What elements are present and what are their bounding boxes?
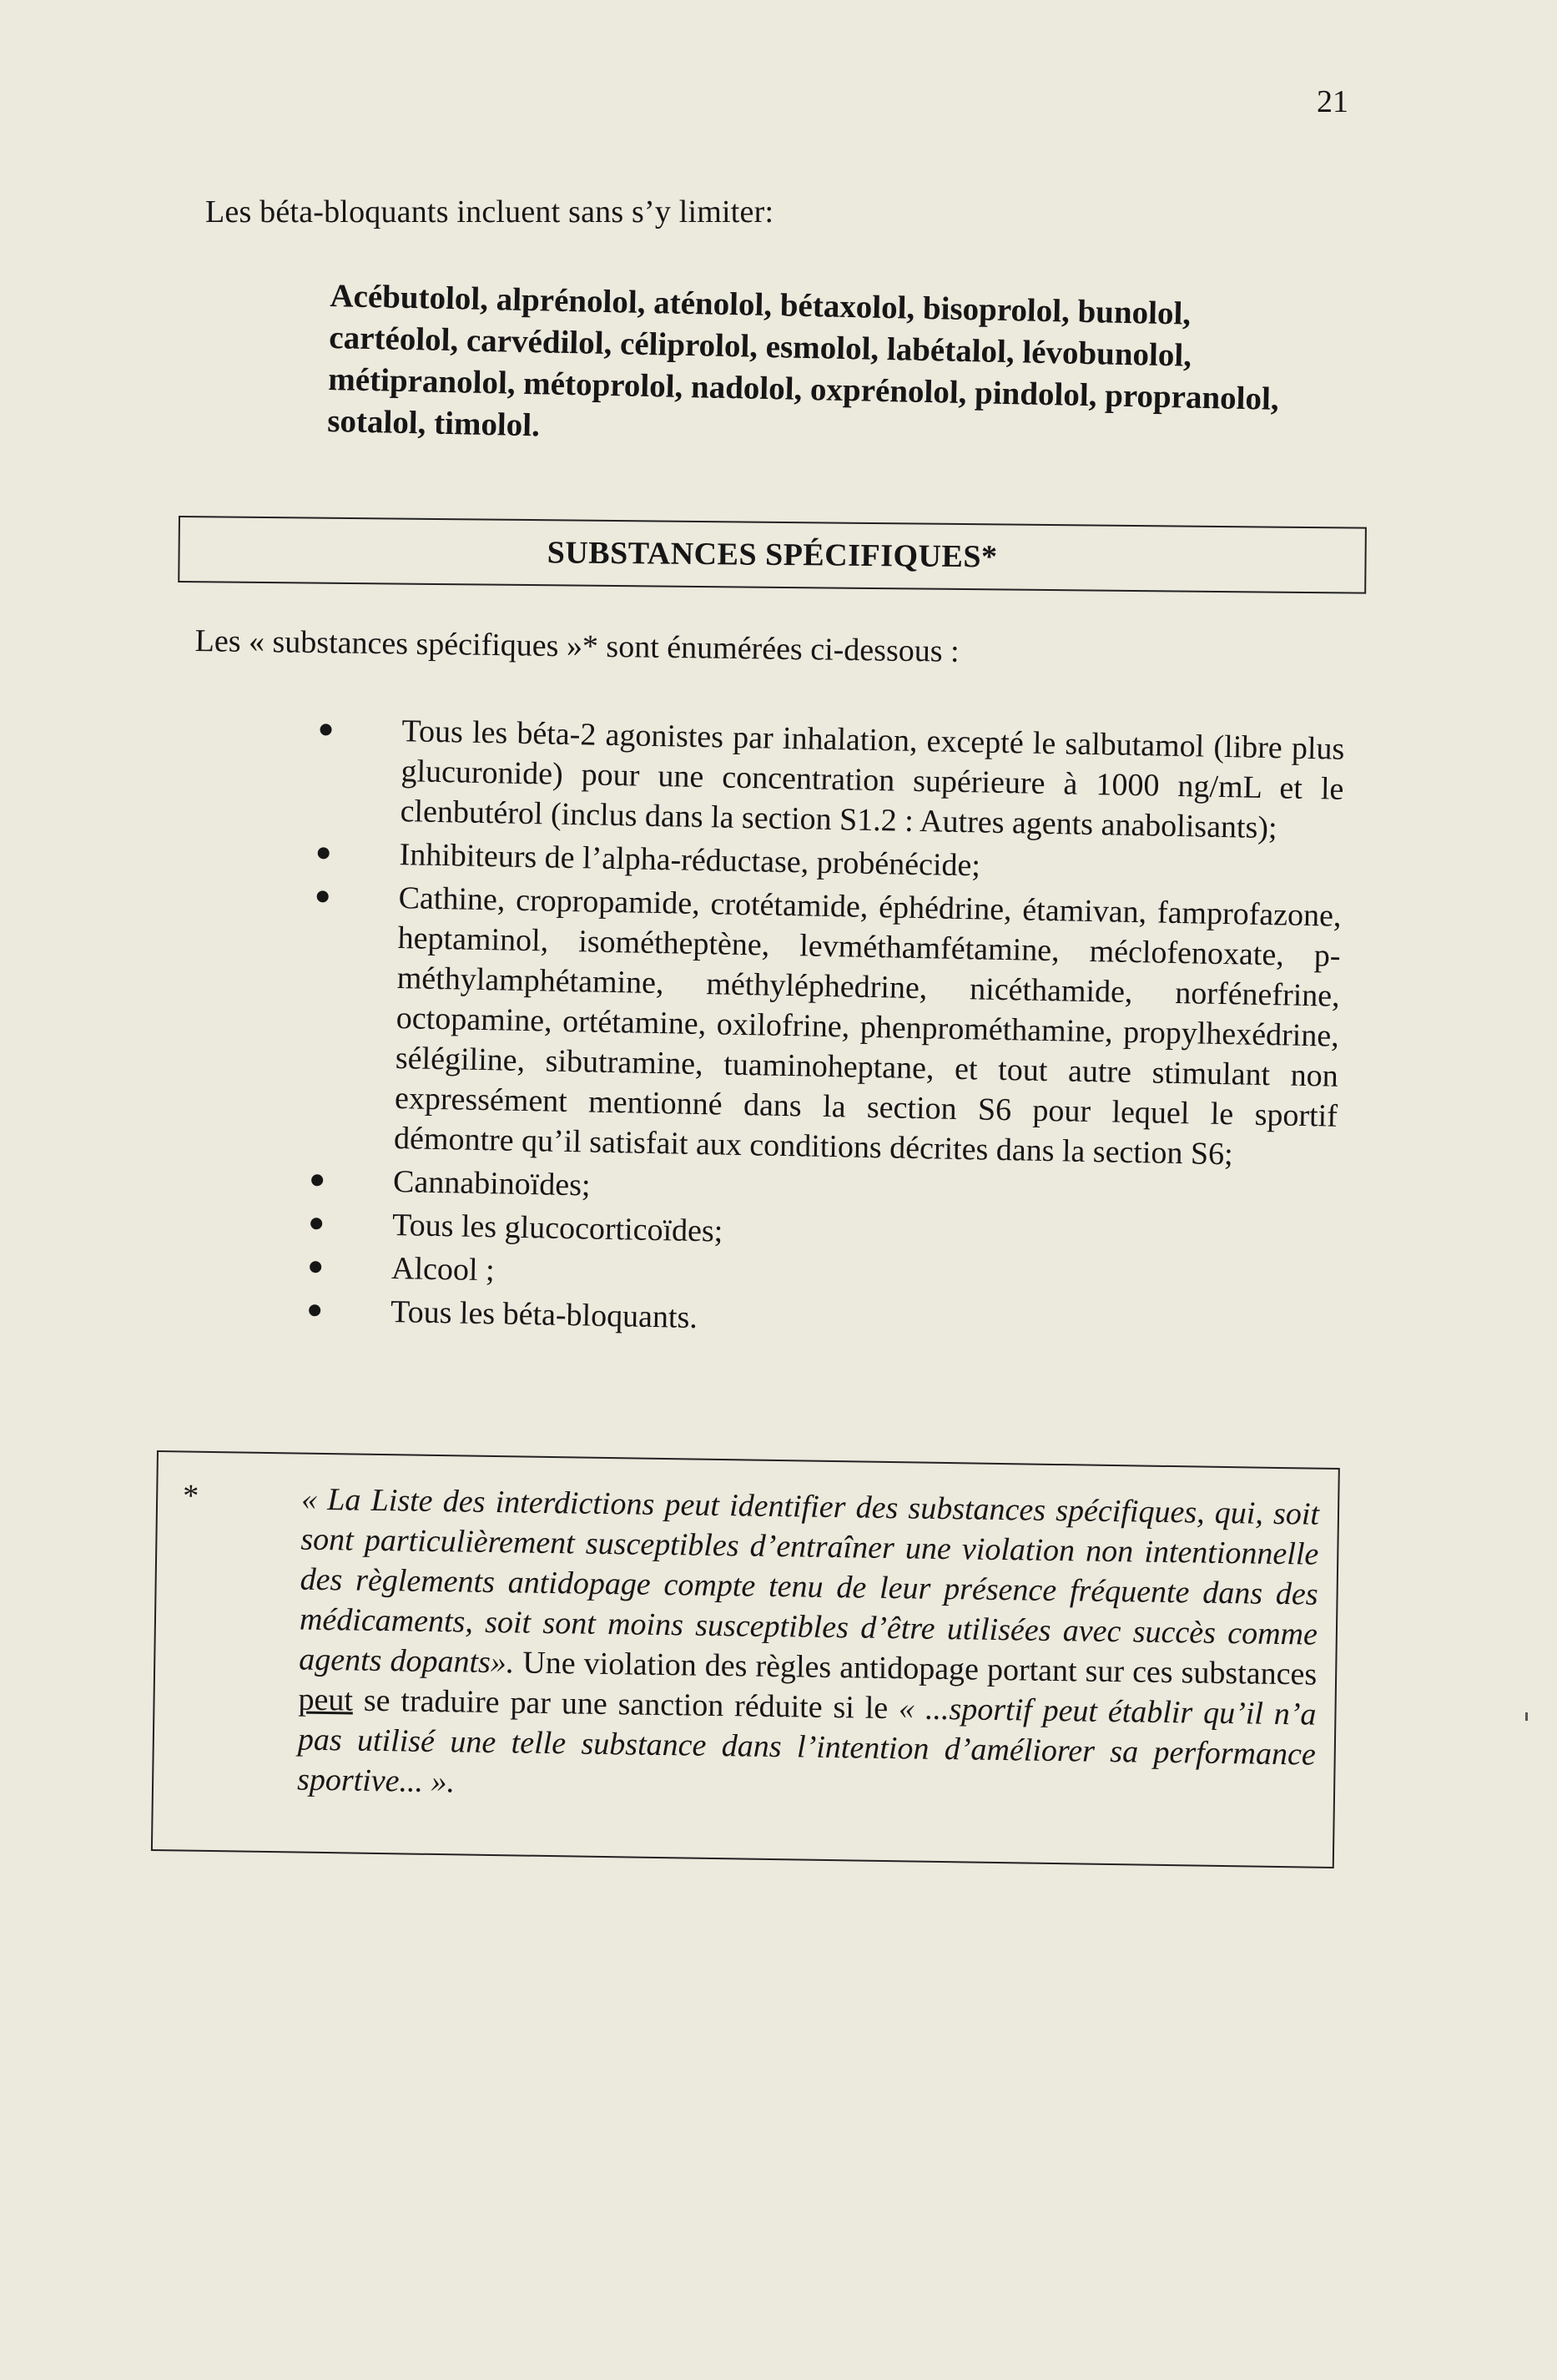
list-item: Tous les glucocorticoïdes; <box>300 1203 1336 1263</box>
list-item: Inhibiteurs de l’alpha-réductase, probénécide; <box>307 833 1343 893</box>
list-item: Cathine, cropropamide, crotétamide, éphédrine, étamivan, famprofazone, heptaminol, isométheptène, levméthamfétamine, méclofenoxate, p-méthylamphétamine, méthyléphedrine, nicéthamide, norfénefrine, octopamine, ortétamine, oxilofrine, phenprométhamine, propylhexédrine, sélégiline, sibutramine, tuaminoheptane, et tout autre stimulant non expressément mentionné dans la section S6 pour lequel le sportif démontre qu’il satisfait aux conditions décrites dans la section S6; <box>302 876 1342 1177</box>
page-number: 21 <box>1317 84 1348 119</box>
list-item: Alcool ; <box>300 1247 1335 1307</box>
bullet-icon <box>320 724 331 735</box>
footnote-text-part: Une violation des règles antidopage portant sur ces substances <box>514 1645 1318 1692</box>
section-title: SUBSTANCES SPÉCIFIQUES* <box>547 535 998 575</box>
section-header-box <box>178 516 1367 594</box>
paper-speck <box>1525 1712 1528 1721</box>
bullet-icon <box>318 847 330 859</box>
show-through-shadow <box>159 1836 1410 2303</box>
specific-substances-list <box>299 709 1345 1354</box>
bullet-icon <box>317 890 329 902</box>
intro-text: Les béta-bloquants incluent sans s’y limiter: <box>205 194 774 229</box>
list-item: Cannabinoïdes; <box>301 1160 1337 1220</box>
bullet-icon <box>309 1304 320 1316</box>
list-item: Tous les béta-2 agonistes par inhalation, excepté le salbutamol (libre plus glucuronide) pour une concentration supérieure à 1000 ng/mL et le clenbutérol (inclus dans la section S1.2 : Autres agents anabolisants); <box>308 709 1345 850</box>
list-item: Tous les béta-bloquants. <box>299 1290 1334 1350</box>
enumeration-intro: Les « substances spécifiques »* sont énumérées ci-dessous : <box>194 623 960 669</box>
bullet-icon <box>311 1174 323 1186</box>
footnote-quote: « La Liste des interdictions peut identifier des substances spécifiques, qui, soit sont particulièrement susceptibles d’entraîner une violation non intentionnelle des règlements antidopage compte tenu de leur présence fréquente dans des médicaments, soit sont moins susceptibles d’être utilisées avec succès comme agents dopants». <box>298 1481 1320 1681</box>
footnote-underlined-word: peut <box>298 1682 354 1718</box>
footnote-quote-2: « ...sportif peut établir qu’il n’a pas utilisé une telle substance dans l’intention d’améliorer sa performance sportive... ». <box>296 1691 1317 1800</box>
bullet-icon <box>310 1261 321 1273</box>
footnote-text-part: se traduire par une sanction réduite si le <box>352 1682 899 1727</box>
footnote-box <box>151 1450 1340 1868</box>
beta-blockers-list: Acébutolol, alprénolol, aténolol, bétaxolol, bisoprolol, bunolol, cartéolol, carvédilol, céliprolol, esmolol, labétalol, lévobunolol, métipranolol, métoprolol, nadolol, oxprénolol, pindolol, propranolol, sotalol, timolol. <box>326 277 1280 444</box>
footnote-marker: * <box>182 1478 199 1514</box>
footnote-text <box>297 1480 1320 1815</box>
bullet-icon <box>310 1218 322 1229</box>
